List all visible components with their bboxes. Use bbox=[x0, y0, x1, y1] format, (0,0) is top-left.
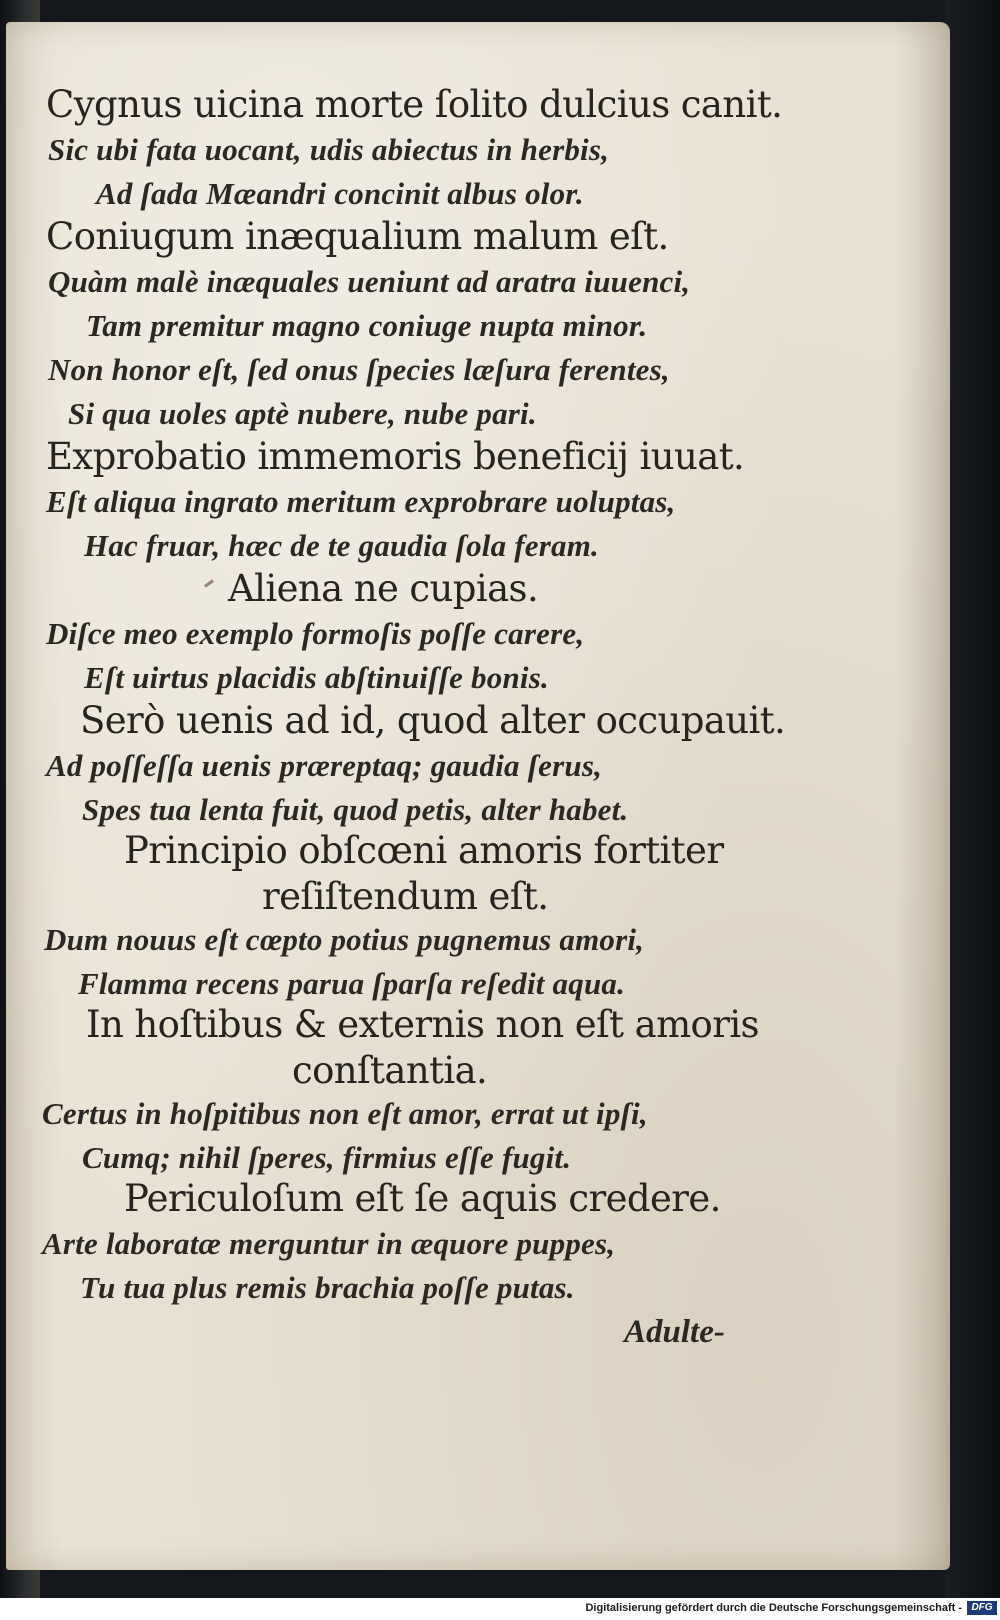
page-line: Principio obſcœni amoris fortiter bbox=[124, 829, 724, 872]
page-line: Eſt aliqua ingrato meritum exprobrare uoluptas, bbox=[46, 484, 676, 519]
page-line: Sic ubi fata uocant, udis abiectus in herbis, bbox=[48, 132, 610, 167]
page-line: Certus in hoſpitibus non eſt amor, errat ut ipſi, bbox=[42, 1096, 648, 1131]
page-line: Exprobatio immemoris beneficij iuuat. bbox=[46, 435, 745, 478]
dfg-logo-icon: DFG bbox=[967, 1601, 997, 1615]
page-line: Periculoſum eſt ſe aquis credere. bbox=[124, 1177, 721, 1220]
page-line: Ad poſſeſſa uenis præreptaq; gaudia ſerus, bbox=[46, 748, 603, 783]
page-line: Quàm malè inæquales ueniunt ad aratra iuuenci, bbox=[48, 264, 691, 299]
page-line: Serò uenis ad id, quod alter occupauit. bbox=[80, 699, 786, 742]
page-line: Ad ſada Mæandri concinit albus olor. bbox=[96, 176, 584, 211]
page-line: Non honor eſt, ſed onus ſpecies læſura ferentes, bbox=[48, 352, 670, 387]
pen-mark bbox=[204, 579, 214, 587]
right-edge-shadow bbox=[945, 0, 1000, 1598]
footer-bar bbox=[0, 1598, 1000, 1620]
page-line: Diſce meo exemplo formoſis poſſe carere, bbox=[46, 616, 585, 651]
page-line: Tam premitur magno coniuge nupta minor. bbox=[86, 308, 648, 343]
page-line: Cygnus uicina morte ſolito dulcius canit. bbox=[46, 83, 783, 126]
page-line: Aliena ne cupias. bbox=[228, 567, 539, 610]
page-line: Hac fruar, hæc de te gaudia ſola feram. bbox=[84, 528, 599, 563]
funding-credit: Digitalisierung gefördert durch die Deutsche Forschungsgemeinschaft - bbox=[585, 1602, 962, 1614]
page-line: conſtantia. bbox=[292, 1049, 488, 1092]
page-line: Coniugum inæqualium malum eſt. bbox=[46, 215, 669, 258]
catchword: Adulte- bbox=[624, 1314, 725, 1350]
page-line: Dum nouus eſt cœpto potius pugnemus amori, bbox=[44, 922, 645, 957]
page-text bbox=[6, 22, 950, 1570]
page-line: Spes tua lenta fuit, quod petis, alter habet. bbox=[82, 792, 629, 827]
page-line: Si qua uoles aptè nubere, nube pari. bbox=[68, 396, 537, 431]
page-line: Cumq; nihil ſperes, firmius eſſe fugit. bbox=[82, 1140, 572, 1175]
page-line: Eſt uirtus placidis abſtinuiſſe bonis. bbox=[84, 660, 549, 695]
page-line: In hoſtibus & externis non eſt amoris bbox=[86, 1003, 759, 1046]
page-line: reſiſtendum eſt. bbox=[262, 875, 549, 918]
page-line: Flamma recens parua ſparſa reſedit aqua. bbox=[78, 966, 626, 1001]
page-line: Arte laboratæ merguntur in æquore puppes, bbox=[42, 1226, 616, 1261]
book-page bbox=[6, 22, 950, 1570]
page-line: Tu tua plus remis brachia poſſe putas. bbox=[80, 1270, 575, 1305]
